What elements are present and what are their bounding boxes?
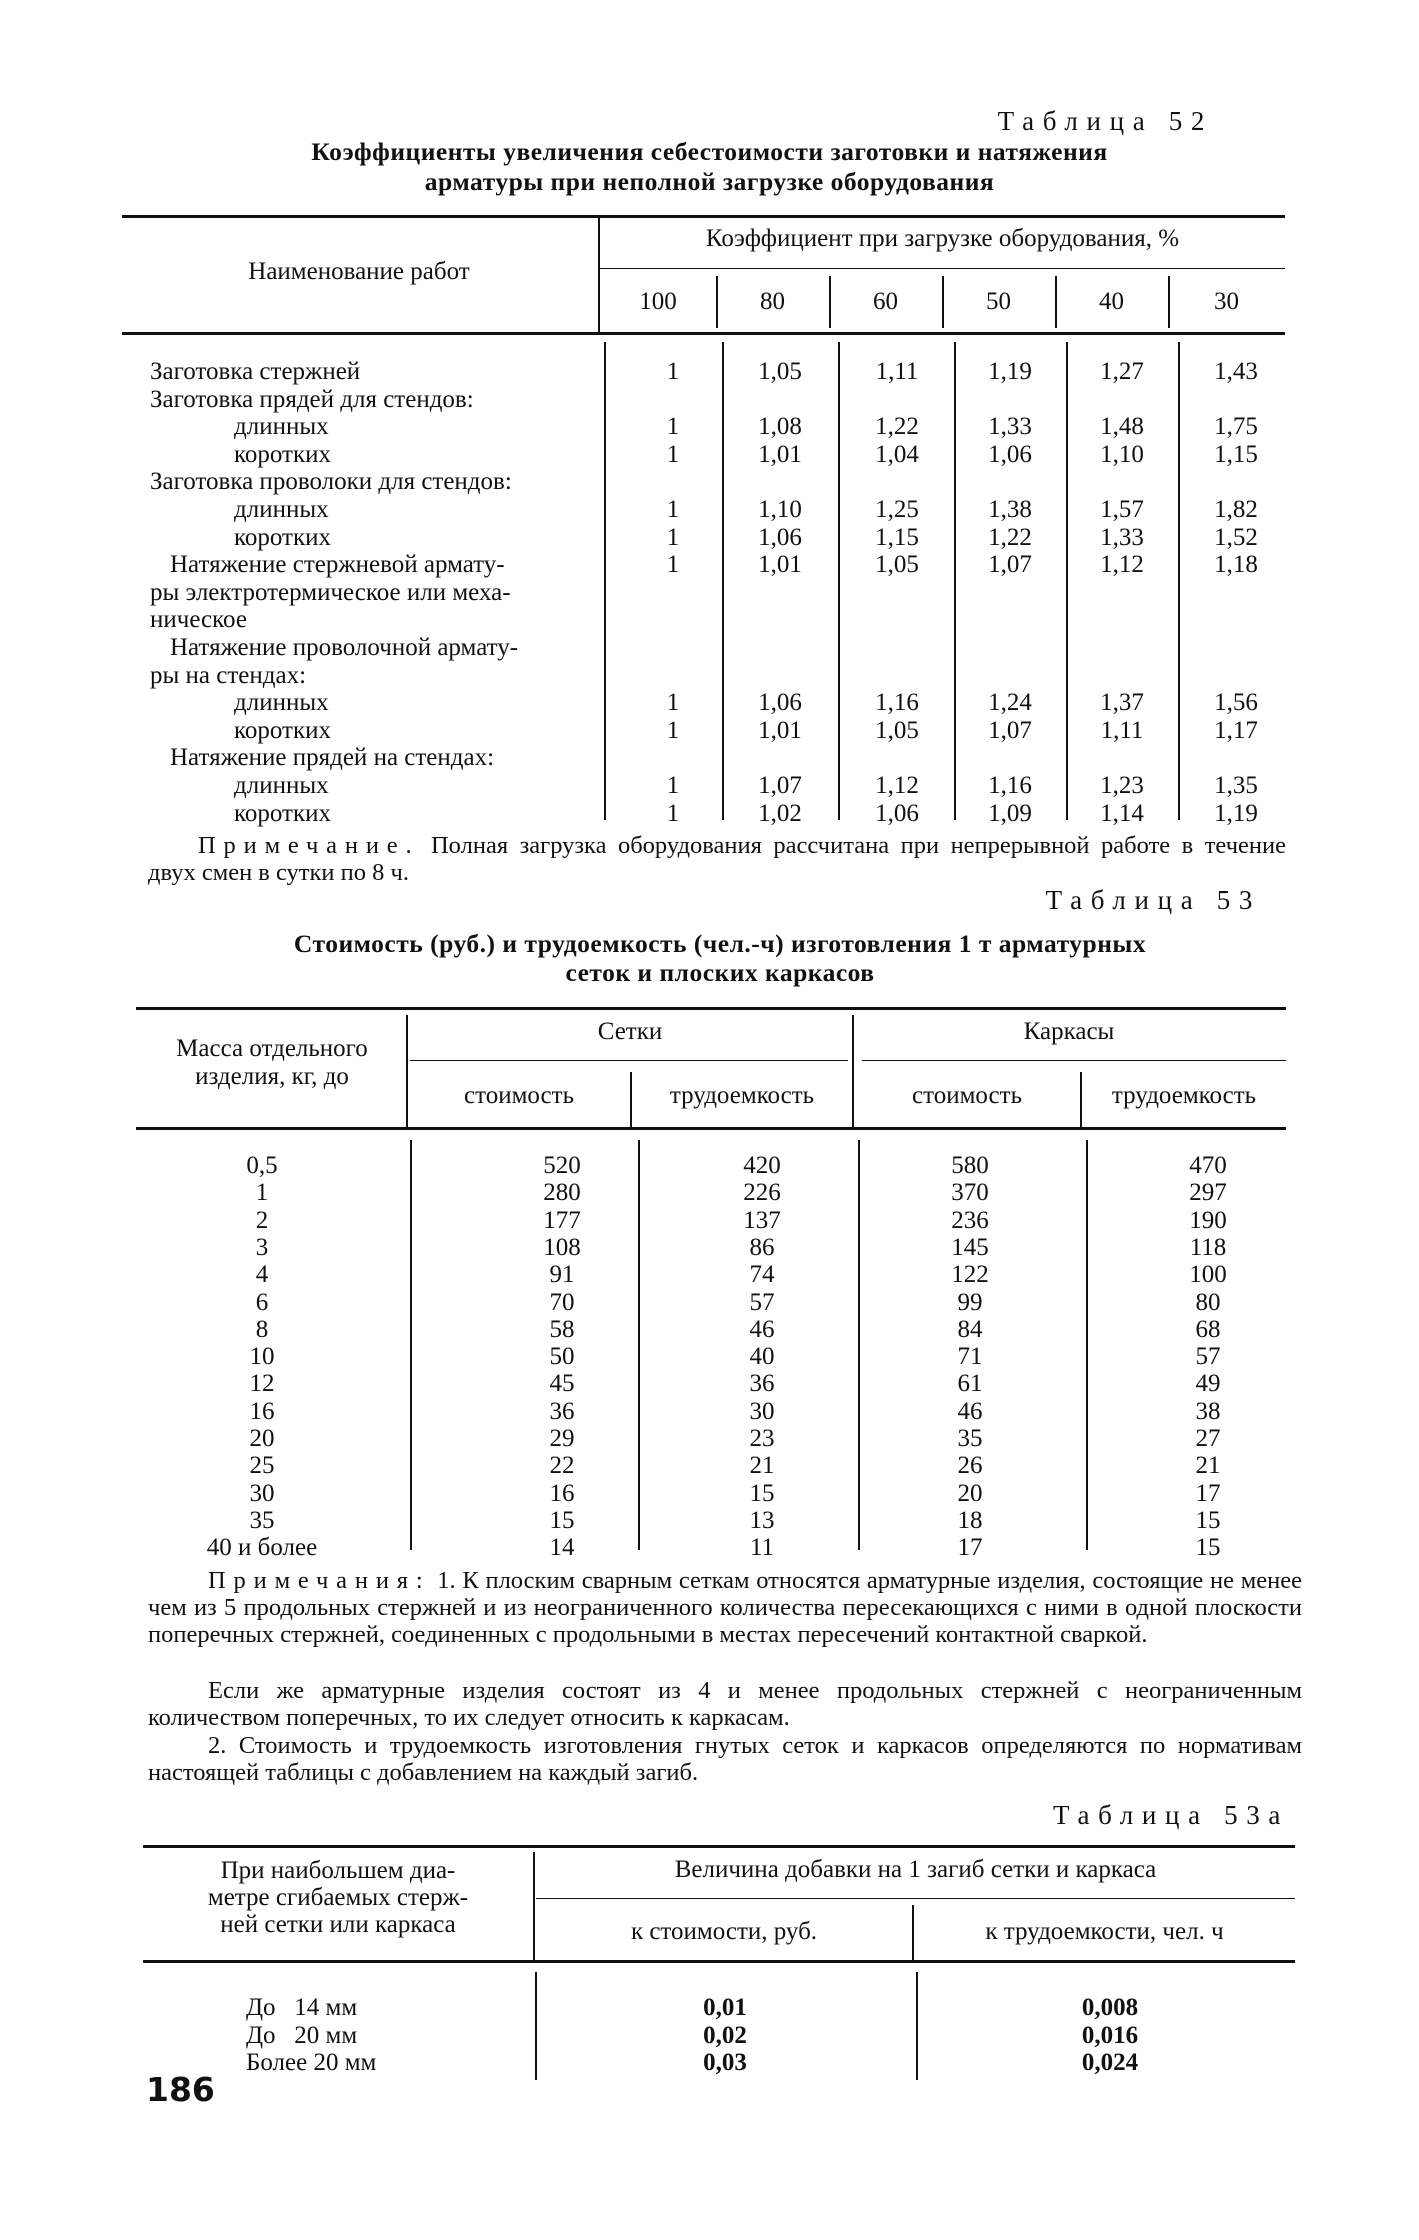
table52-cell: 1 — [666, 717, 680, 744]
table52-cell: 1 — [666, 689, 680, 716]
table53-title-line2: сеток и плоских каркасов — [565, 958, 875, 987]
table53a-labor-cell: 0,008 — [1081, 1994, 1139, 2021]
table52-cell: 1 — [666, 772, 680, 799]
table53-cell: 99 — [957, 1289, 983, 1316]
table52-row-label: ры электротермическое или меха- — [150, 579, 511, 606]
table53-notes-lead: Примечания: — [208, 1567, 431, 1594]
table53-cell: 17 — [1195, 1480, 1221, 1507]
table52-body-col-divider — [1178, 342, 1180, 820]
table52-cell: 1,07 — [758, 772, 802, 799]
table53-cell: 36 — [749, 1370, 775, 1397]
table53-mass-cell: 0,5 — [246, 1152, 278, 1179]
table52-body-col-divider — [1066, 342, 1068, 820]
table53-mass-header-line2: изделия, кг, до — [195, 1063, 349, 1090]
table53-note1 — [148, 1567, 1302, 1648]
table53-header-divider-mass — [406, 1015, 408, 1127]
table53a-top-rule — [143, 1845, 1295, 1848]
table53-mass-cell: 6 — [255, 1289, 269, 1316]
table52-cell: 1,02 — [758, 800, 802, 827]
table52-cell: 1,23 — [1100, 772, 1144, 799]
table53-cell: 11 — [749, 1534, 775, 1561]
table53-nets-cost-header: стоимость — [464, 1082, 574, 1109]
table53a-labor-cell: 0,016 — [1081, 2022, 1139, 2049]
table53-mass-cell: 8 — [255, 1316, 269, 1343]
table52-note — [148, 832, 1286, 886]
table53-mass-cell: 35 — [249, 1507, 275, 1534]
table52-cell: 1,19 — [988, 358, 1032, 385]
table53-mass-cell: 30 — [249, 1480, 275, 1507]
table52-cell: 1,05 — [875, 717, 919, 744]
table53-nets-labor-header: трудоемкость — [669, 1082, 815, 1109]
table53-cell: 74 — [749, 1261, 775, 1288]
table53a-cost-cell: 0,03 — [703, 2049, 747, 2076]
table53-cell: 57 — [749, 1289, 775, 1316]
table52-row-label: коротких — [234, 717, 331, 744]
table52-cell: 1,04 — [875, 441, 919, 468]
table52-row-label: ры на стендах: — [150, 662, 307, 689]
table53-mass-cell: 2 — [255, 1207, 269, 1234]
table53-cell: 15 — [549, 1507, 575, 1534]
table53-cell: 86 — [749, 1234, 775, 1261]
table53a-body-sub-divider — [916, 1972, 918, 2080]
table53-cell: 36 — [549, 1398, 575, 1425]
table53-cell: 280 — [543, 1179, 581, 1206]
table53-cell: 23 — [749, 1425, 775, 1452]
table52-cell: 1,01 — [758, 441, 802, 468]
table53a-diameter-cell: До 20 мм — [246, 2022, 358, 2049]
table52-cell: 1,12 — [875, 772, 919, 799]
table53-body-divider-mass — [410, 1140, 412, 1550]
table52-row-label: Натяжение стержневой армату- — [170, 551, 505, 578]
table52-cell: 1,06 — [758, 689, 802, 716]
table52-cell: 1,19 — [1214, 800, 1258, 827]
table52-cell: 1,01 — [758, 717, 802, 744]
table52-cell: 1 — [666, 496, 680, 523]
page-number: 186 — [146, 2070, 215, 2109]
table53a-labor-cell: 0,024 — [1081, 2049, 1139, 2076]
table53-mass-cell: 1 — [255, 1179, 269, 1206]
table52-row-label: ническое — [150, 606, 247, 633]
table53-cell: 20 — [957, 1480, 983, 1507]
table52-cell: 1,09 — [988, 800, 1032, 827]
table52-cell: 1 — [666, 358, 680, 385]
table52-group-rule — [598, 268, 1285, 269]
table52-row-label: Натяжение проволочной армату- — [170, 634, 519, 661]
table53-mass-cell: 12 — [249, 1370, 275, 1397]
table53-cell: 84 — [957, 1316, 983, 1343]
table53-cell: 190 — [1189, 1207, 1227, 1234]
table52-load-50: 50 — [986, 288, 1011, 315]
table52-cell: 1,06 — [758, 524, 802, 551]
table52-group-header: Коэффициент при загрузке оборудования, % — [705, 225, 1180, 252]
table53-cell: 137 — [743, 1207, 781, 1234]
table52-top-rule — [122, 215, 1285, 218]
table52-cell: 1,75 — [1214, 413, 1258, 440]
table52-cell: 1,22 — [988, 524, 1032, 551]
table53-cell: 70 — [549, 1289, 575, 1316]
table53-cell: 226 — [743, 1179, 781, 1206]
table53-cell: 21 — [749, 1452, 775, 1479]
table53-cell: 17 — [957, 1534, 983, 1561]
table52-cell: 1,15 — [1214, 441, 1258, 468]
table52-load-40: 40 — [1099, 288, 1124, 315]
table53-cell: 15 — [1195, 1534, 1221, 1561]
table53-body-divider-frames-sub — [1086, 1140, 1088, 1550]
table53-body-divider-groups — [858, 1140, 860, 1550]
table52-row-label: длинных — [234, 772, 329, 799]
table53a-cost-header: к стоимости, руб. — [630, 1918, 818, 1945]
table52-cell: 1 — [666, 524, 680, 551]
table52-row-label: длинных — [234, 413, 329, 440]
table53a-left-header-line1: При наибольшем диа- — [220, 1857, 456, 1884]
table53-cell: 27 — [1195, 1425, 1221, 1452]
table53-mass-cell: 16 — [249, 1398, 275, 1425]
table52-cell: 1,27 — [1100, 358, 1144, 385]
table53-cell: 80 — [1195, 1289, 1221, 1316]
table53-cell: 40 — [749, 1343, 775, 1370]
table53-frames-labor-header: трудоемкость — [1111, 1082, 1257, 1109]
table53-top-rule — [136, 1007, 1286, 1010]
table52-cell: 1,01 — [758, 551, 802, 578]
table52-cell: 1,06 — [988, 441, 1032, 468]
table52-cell: 1,06 — [875, 800, 919, 827]
table53-cell: 100 — [1189, 1261, 1227, 1288]
table53a-cost-cell: 0,02 — [703, 2022, 747, 2049]
table53-cell: 108 — [543, 1234, 581, 1261]
table53-cell: 61 — [957, 1370, 983, 1397]
table52-cell: 1 — [666, 413, 680, 440]
table52-cell: 1,57 — [1100, 496, 1144, 523]
table53-cell: 26 — [957, 1452, 983, 1479]
table53-cell: 58 — [549, 1316, 575, 1343]
table52-cell: 1,48 — [1100, 413, 1144, 440]
table53-mass-cell: 40 и более — [206, 1534, 318, 1561]
table53-cell: 177 — [543, 1207, 581, 1234]
table52-cell: 1,15 — [875, 524, 919, 551]
table53a-diameter-cell: Более 20 мм — [246, 2049, 377, 2076]
table52-note-lead: Примечание. — [198, 832, 420, 859]
table53-cell: 18 — [957, 1507, 983, 1534]
table52-row-label: длинных — [234, 496, 329, 523]
table52-row-label: коротких — [234, 524, 331, 551]
table52-cell: 1,37 — [1100, 689, 1144, 716]
table53-note1b: Если же арматурные изделия состоят из 4 и менее продольных стержней с неограниченным количеством поперечных, то их следует относить к каркасам. — [148, 1677, 1302, 1731]
table53-mass-cell: 10 — [249, 1343, 275, 1370]
table52-cell: 1,38 — [988, 496, 1032, 523]
table52-name-header: Наименование работ — [248, 258, 470, 285]
table52-row-label: Натяжение прядей на стендах: — [170, 744, 495, 771]
table53-cell: 30 — [749, 1398, 775, 1425]
table53a-left-header-line3: ней сетки или каркаса — [220, 1911, 456, 1938]
table52-load-30: 30 — [1214, 288, 1239, 315]
table52-cell: 1,11 — [1100, 717, 1144, 744]
table53-mass-cell: 25 — [249, 1452, 275, 1479]
table52-note-text: Полная загрузка оборудования рассчитана при непрерывной работе в течение двух смен в сутки по 8 ч. — [148, 832, 1286, 886]
table52-cell: 1,08 — [758, 413, 802, 440]
table52-row-label: длинных — [234, 689, 329, 716]
table52-row-label: коротких — [234, 441, 331, 468]
table53a-labor-header: к трудоемкости, чел. ч — [985, 1918, 1224, 1945]
table53-group-rule-frames — [862, 1060, 1286, 1061]
table52-cell: 1,10 — [1100, 441, 1144, 468]
table53a-header-divider — [533, 1852, 535, 1960]
table53-header-bottom-rule — [136, 1127, 1286, 1130]
table53-cell: 236 — [951, 1207, 989, 1234]
table52-cell: 1,35 — [1214, 772, 1258, 799]
table52-cell: 1,14 — [1100, 800, 1144, 827]
table52-cell: 1,25 — [875, 496, 919, 523]
table52-cell: 1,05 — [758, 358, 802, 385]
table53-group-frames: Каркасы — [1023, 1018, 1115, 1045]
table53-cell: 145 — [951, 1234, 989, 1261]
table53-cell: 580 — [951, 1152, 989, 1179]
table52-cell: 1,33 — [1100, 524, 1144, 551]
table53-cell: 370 — [951, 1179, 989, 1206]
table53-cell: 38 — [1195, 1398, 1221, 1425]
table52-cell: 1,16 — [988, 772, 1032, 799]
table52-row-label: Заготовка прядей для стендов: — [150, 386, 474, 413]
table52-cell: 1,17 — [1214, 717, 1258, 744]
table52-cell: 1,12 — [1100, 551, 1144, 578]
table53-frames-cost-header: стоимость — [912, 1082, 1022, 1109]
table53a-cost-cell: 0,01 — [703, 1994, 747, 2021]
table52-cell: 1,05 — [875, 551, 919, 578]
table53-cell: 91 — [549, 1261, 575, 1288]
table52-cell: 1 — [666, 441, 680, 468]
table53-note1-text: 1. К плоским сварным сеткам относятся арматурные изделия, состоящие не менее чем из 5 продольных стержней и из неограниченного количества пересекающихся с ними в одной плоскости поперечных стержней, соединенных с продольными в местах пересечений контактной сваркой. — [148, 1567, 1302, 1648]
table52-cell: 1,07 — [988, 551, 1032, 578]
table53-cell: 15 — [1195, 1507, 1221, 1534]
table53-cell: 35 — [957, 1425, 983, 1452]
table53-cell: 122 — [951, 1261, 989, 1288]
table53a-group-header: Величина добавки на 1 загиб сетки и каркаса — [674, 1856, 1157, 1883]
table53-group-rule-nets — [410, 1060, 848, 1061]
table53-cell: 470 — [1189, 1152, 1227, 1179]
table53a-left-header-line2: метре сгибаемых стерж- — [207, 1884, 469, 1911]
table53a-diameter-cell: До 14 мм — [246, 1994, 358, 2021]
table53-mass-cell: 4 — [255, 1261, 269, 1288]
table53-cell: 45 — [549, 1370, 575, 1397]
table53-cell: 49 — [1195, 1370, 1221, 1397]
table53-note2: 2. Стоимость и трудоемкость изготовления гнутых сеток и каркасов определяются по нормативам настоящей таблицы с добавлением на каждый загиб. — [148, 1732, 1302, 1786]
table53-cell: 118 — [1189, 1234, 1227, 1261]
table53-title-line1: Стоимость (руб.) и трудоемкость (чел.-ч) изготовления 1 т арматурных — [293, 929, 1147, 958]
table53a-header-bottom-rule — [143, 1960, 1295, 1963]
table53-cell: 15 — [749, 1480, 775, 1507]
table53-cell: 50 — [549, 1343, 575, 1370]
table52-cell: 1,10 — [758, 496, 802, 523]
table53-cell: 21 — [1195, 1452, 1221, 1479]
table52-cell: 1,07 — [988, 717, 1032, 744]
table53-header-divider-groups — [852, 1015, 854, 1127]
table52-cell: 1,16 — [875, 689, 919, 716]
table52-body-col-divider — [954, 342, 956, 820]
table53-cell: 71 — [957, 1343, 983, 1370]
table52-header-bottom-rule — [122, 332, 1285, 335]
table52-row-label: коротких — [234, 800, 331, 827]
table52-title-line1: Коэффициенты увеличения себестоимости заготовки и натяжения — [311, 137, 1108, 166]
table52-cell: 1 — [666, 800, 680, 827]
table53-mass-header-line1: Масса отдельного — [176, 1035, 368, 1062]
table53-cell: 420 — [743, 1152, 781, 1179]
table53-cell: 297 — [1189, 1179, 1227, 1206]
table53-mass-cell: 3 — [255, 1234, 269, 1261]
table53-cell: 13 — [749, 1507, 775, 1534]
table53a-body-divider — [535, 1972, 537, 2080]
table53-label: Таблица 53 — [1045, 885, 1261, 915]
table52-cell: 1,52 — [1214, 524, 1258, 551]
table53-cell: 14 — [549, 1534, 575, 1561]
table52-cell: 1,43 — [1214, 358, 1258, 385]
table53-cell: 46 — [957, 1398, 983, 1425]
table53-group-nets: Сетки — [597, 1018, 663, 1045]
table53-mass-cell: 20 — [249, 1425, 275, 1452]
table53-cell: 29 — [549, 1425, 575, 1452]
table53-cell: 68 — [1195, 1316, 1221, 1343]
table52-body-col-divider — [838, 342, 840, 820]
table53a-label: Таблица 53а — [1053, 1800, 1289, 1830]
table52-body-divider — [604, 342, 606, 820]
table52-load-100: 100 — [639, 288, 677, 315]
table52-cell: 1,56 — [1214, 689, 1258, 716]
table53a-group-rule — [536, 1898, 1295, 1899]
table52-label: Таблица 52 — [997, 106, 1213, 136]
table52-row-label: Заготовка стержней — [150, 358, 361, 385]
table53-cell: 16 — [549, 1480, 575, 1507]
table52-load-80: 80 — [760, 288, 785, 315]
table53-cell: 520 — [543, 1152, 581, 1179]
table52-cell: 1,11 — [875, 358, 919, 385]
table52-cell: 1,24 — [988, 689, 1032, 716]
table52-cell: 1,22 — [875, 413, 919, 440]
table52-cell: 1,18 — [1214, 551, 1258, 578]
table53-cell: 46 — [749, 1316, 775, 1343]
table52-cell: 1,82 — [1214, 496, 1258, 523]
table52-title-line2: арматуры при неполной загрузке оборудования — [424, 167, 995, 196]
table53-cell: 22 — [549, 1452, 575, 1479]
table52-cell: 1 — [666, 551, 680, 578]
table52-load-60: 60 — [873, 288, 898, 315]
table52-row-label: Заготовка проволоки для стендов: — [150, 468, 512, 495]
table53-cell: 57 — [1195, 1343, 1221, 1370]
table52-cell: 1,33 — [988, 413, 1032, 440]
